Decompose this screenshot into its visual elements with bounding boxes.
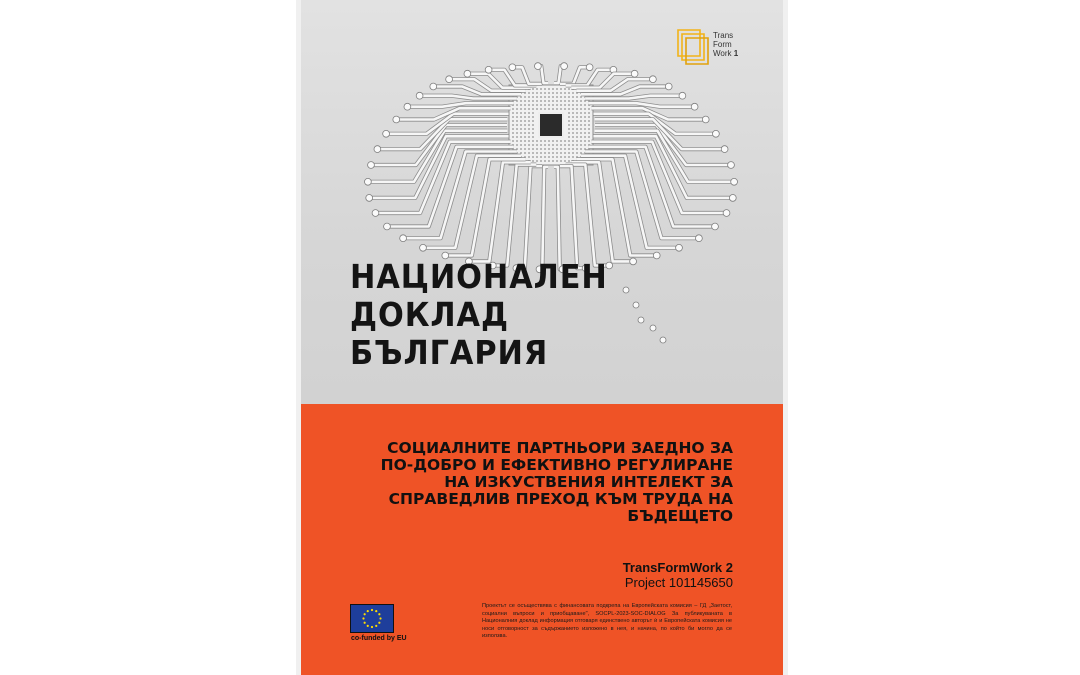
eu-star-icon xyxy=(371,609,373,611)
logo-line-2: Form xyxy=(713,40,732,49)
project-number: Project 101145650 xyxy=(624,575,733,590)
report-title xyxy=(350,258,608,372)
funding-disclaimer: Проектът се осъществява с финансовата подкрепа на Европейската комисия – ГД „Заетост, социални въпроси и приобщаване", SOCPL-2023-SOC-DIALOG За публикуваната в Националния доклад информация отговаря единствено авторът ѝ и Европейската комисия не носи отговорност за съдържанието изложено в нея, и начина, по който би могло да се използва. xyxy=(482,603,732,640)
report-cover xyxy=(301,0,783,675)
eu-cofunded-label: co-funded by EU xyxy=(351,635,407,642)
eu-star-icon xyxy=(367,625,369,627)
eu-star-icon xyxy=(367,610,369,612)
project-name: TransFormWork 2 xyxy=(622,560,733,575)
logo-line-3: Work 1 xyxy=(713,49,739,58)
title-line: ДОКЛАД xyxy=(350,295,509,334)
eu-star-icon xyxy=(375,610,377,612)
eu-star-icon xyxy=(364,613,366,615)
eu-star-icon xyxy=(379,617,381,619)
cover-image-area xyxy=(301,0,783,404)
subtitle-line: БЪДЕЩЕТО xyxy=(627,507,733,525)
eu-flag-icon xyxy=(350,604,394,633)
eu-star-icon xyxy=(378,622,380,624)
eu-star-icon xyxy=(364,622,366,624)
eu-star-icon xyxy=(371,626,373,628)
eu-star-icon xyxy=(362,617,364,619)
subtitle-line: СОЦИАЛНИТЕ ПАРТНЬОРИ ЗАЕДНО ЗА xyxy=(387,439,733,457)
title-line: НАЦИОНАЛЕН xyxy=(350,257,608,296)
logo-line-1: Trans xyxy=(713,31,734,40)
eu-star-icon xyxy=(375,625,377,627)
report-subtitle xyxy=(313,440,733,525)
subtitle-line: СПРАВЕДЛИВ ПРЕХОД КЪМ ТРУДА НА xyxy=(388,490,733,508)
subtitle-line: НА ИЗКУСТВЕНИЯ ИНТЕЛЕКТ ЗА xyxy=(444,473,733,491)
title-line: БЪЛГАРИЯ xyxy=(350,333,549,372)
eu-star-icon xyxy=(378,613,380,615)
subtitle-line: ПО-ДОБРО И ЕФЕКТИВНО РЕГУЛИРАНЕ xyxy=(380,456,733,474)
logo-wordmark xyxy=(713,31,738,58)
